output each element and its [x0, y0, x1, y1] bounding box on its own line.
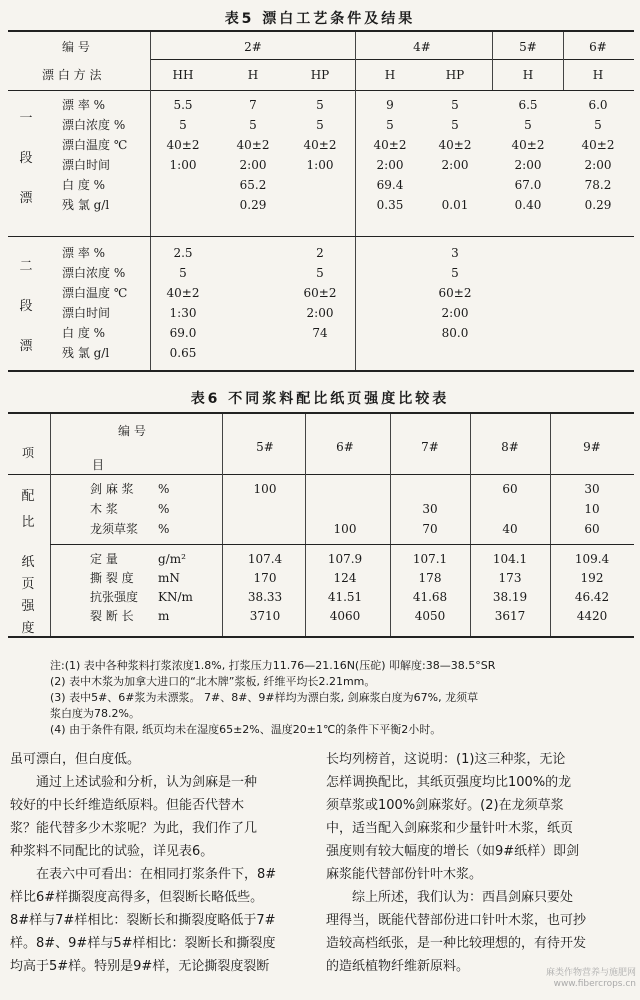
- paragraph-line: 强度则有较大幅度的增长（如9#纸样）即剑: [326, 844, 580, 859]
- table5-cell: 80.0: [441, 326, 469, 340]
- table6-row-label: 撕 裂 度: [90, 571, 134, 585]
- table6-column-divider: [550, 414, 551, 636]
- paragraph-line: 的造纸植物纤维新原料。: [326, 959, 470, 974]
- table5-cell: 5: [316, 118, 324, 132]
- table6-bottom-rule: [8, 636, 634, 638]
- table5-cell: 2:00: [584, 158, 612, 172]
- table5-cell: 40±2: [303, 138, 337, 152]
- table5-cell: 40±2: [511, 138, 545, 152]
- table6-row-unit: %: [158, 482, 170, 496]
- table5-cell: 78.2: [584, 178, 612, 192]
- body-column-right: [326, 748, 626, 978]
- table5-cell: 2:00: [376, 158, 404, 172]
- table5-cell: 74: [312, 326, 328, 340]
- table5-cell: 1:00: [169, 158, 197, 172]
- table6-row-unit: mN: [158, 571, 180, 585]
- table5-cell: 6.5: [518, 98, 538, 112]
- table5-method-label: 漂 白 方 法: [42, 68, 102, 82]
- table6-cell: 70: [422, 522, 438, 536]
- table5-cell: 2.5: [173, 246, 193, 260]
- table6-cell: 41.51: [327, 590, 363, 604]
- table5-cell: 69.4: [376, 178, 404, 192]
- table6-cell: 107.9: [327, 552, 363, 566]
- table5-method: HP: [310, 68, 330, 82]
- table6-column-divider: [50, 414, 51, 636]
- table5-row-label: 漂白时间: [62, 306, 111, 320]
- table5-cell: 0.40: [514, 198, 542, 212]
- table6-section-name: 页: [21, 577, 35, 592]
- table5-column-divider: [563, 32, 564, 90]
- table6-cell: 109.4: [574, 552, 610, 566]
- table6-cell: 3617: [494, 609, 526, 623]
- body-column-left: [10, 748, 310, 978]
- paragraph-line: 样。8#、9#样与5#样相比：裂断长和撕裂度: [10, 936, 276, 951]
- table5-cell: 5: [316, 98, 324, 112]
- table5-cell: 40±2: [581, 138, 615, 152]
- note-line: 浆白度为78.2%。: [50, 707, 140, 720]
- table5-cell: 5: [316, 266, 324, 280]
- table6-row-label: 裂 断 长: [90, 609, 134, 623]
- table6-title: 表6 不同浆料配比纸页强度比较表: [190, 391, 450, 407]
- table5-cell: 2:00: [306, 306, 334, 320]
- table6-row-unit: %: [158, 522, 170, 536]
- watermark: [546, 968, 636, 990]
- table5-section-rule: [8, 236, 634, 237]
- table5-column-divider: [150, 32, 151, 370]
- table6-sample-number: 6#: [336, 440, 354, 454]
- table5-cell: 67.0: [514, 178, 542, 192]
- table5-cell: 40±2: [166, 138, 200, 152]
- table5-header-label: 编 号: [62, 40, 90, 54]
- table5-section-name: 一: [19, 111, 33, 126]
- table5-section-name: 段: [19, 151, 33, 166]
- table6-section-name: 强: [21, 599, 35, 614]
- table5-group-number: 6#: [589, 40, 607, 54]
- notes: [50, 658, 630, 738]
- table6-cell: 170: [253, 571, 277, 585]
- table5-row-label: 白 度 %: [62, 178, 106, 192]
- paragraph-line: 虽可漂白，但白度低。: [10, 752, 141, 767]
- watermark-line: 麻类作物营养与施肥网: [545, 968, 636, 978]
- table5-cell: 0.29: [239, 198, 267, 212]
- table5-cell: 69.0: [169, 326, 197, 340]
- paragraph-line: 麻浆能代替部份针叶木浆。: [326, 867, 483, 882]
- table5-cell: 7: [249, 98, 257, 112]
- table5-cell: 60±2: [438, 286, 472, 300]
- table6-row-unit: g/m²: [158, 552, 186, 566]
- table5-cell: 1:30: [169, 306, 197, 320]
- table6-cell: 40: [502, 522, 518, 536]
- table5-section-name: 段: [19, 299, 33, 314]
- table5-title: 表5 漂白工艺条件及结果: [224, 11, 416, 27]
- table5-cell: 9: [386, 98, 394, 112]
- table5-cell: 5: [249, 118, 257, 132]
- table5-cell: 2:00: [441, 306, 469, 320]
- table5-method: H: [247, 68, 259, 82]
- table5-section-name: 二: [19, 259, 33, 274]
- table5-cell: 40±2: [166, 286, 200, 300]
- table5-column-divider: [492, 32, 493, 90]
- table5-cell: 1:00: [306, 158, 334, 172]
- paragraph-line: 通过上述试验和分析，认为剑麻是一种: [10, 775, 258, 790]
- table5-cell: 5: [179, 266, 187, 280]
- table5-cell: 0.35: [376, 198, 404, 212]
- table6-row-unit: %: [158, 502, 170, 516]
- table5-row-label: 漂白浓度 %: [62, 266, 126, 280]
- table6-row-label: 剑 麻 浆: [90, 482, 134, 496]
- table6-corner-label: 编 号: [118, 424, 146, 438]
- table5-cell: 0.01: [441, 198, 469, 212]
- table6-cell: 10: [584, 502, 600, 516]
- table6-cell: 30: [584, 482, 600, 496]
- table6-cell: 3710: [249, 609, 281, 623]
- table5-cell: 2:00: [239, 158, 267, 172]
- table5-method: HP: [445, 68, 465, 82]
- table5-row-label: 残 氯 g/l: [62, 346, 110, 360]
- note-line: (2) 表中木浆为加拿大进口的“北木牌”浆板, 纤维平均长2.21mm。: [50, 675, 376, 688]
- table6-header-rule: [8, 474, 634, 475]
- table5-method: H: [522, 68, 534, 82]
- table6-row-unit: m: [158, 609, 170, 623]
- table5-cell: 40±2: [236, 138, 270, 152]
- table6-row-label: 龙须草浆: [90, 522, 139, 536]
- table6-cell: 60: [502, 482, 518, 496]
- table6-cell: 46.42: [574, 590, 610, 604]
- table6-section-name: 配: [21, 489, 35, 504]
- paragraph-line: 在表六中可看出：在相同打浆条件下，8#: [10, 867, 277, 882]
- table5-row-label: 白 度 %: [62, 326, 106, 340]
- table6-cell: 38.33: [247, 590, 283, 604]
- table5-cell: 5: [386, 118, 394, 132]
- table5-row-label: 漂白浓度 %: [62, 118, 126, 132]
- table5-cell: 40±2: [438, 138, 472, 152]
- table6-cell: 178: [418, 571, 442, 585]
- table6-section-name: 比: [21, 515, 35, 530]
- table6-cell: 100: [253, 482, 277, 496]
- table6-row-unit: KN/m: [158, 590, 193, 604]
- table5-cell: 5: [594, 118, 602, 132]
- paragraph-line: 较好的中长纤维造纸原料。但能否代替木: [10, 798, 245, 813]
- paragraph-line: 中，适当配入剑麻浆和少量针叶木浆，纸页: [326, 821, 574, 836]
- paragraph-line: 均高于5#样。特别是9#样，无论撕裂度裂断: [10, 959, 270, 974]
- table6-row-label: 定 量: [90, 552, 118, 566]
- table5-row-label: 漂 率 %: [62, 98, 106, 112]
- table6-section-name: 度: [21, 621, 35, 636]
- table5-top-rule: [8, 30, 634, 32]
- table5-cell: 3: [451, 246, 459, 260]
- table6-corner-mu: 目: [92, 458, 105, 472]
- table5-group-number: 5#: [519, 40, 537, 54]
- table5-cell: 60±2: [303, 286, 337, 300]
- table5-row-label: 漂白温度 ℃: [62, 286, 128, 300]
- table5-cell: 0.65: [169, 346, 197, 360]
- table6-row-label: 抗张强度: [90, 590, 139, 604]
- paragraph-line: 样比6#样撕裂度高得多，但裂断长略低些。: [10, 890, 264, 905]
- table6-cell: 60: [584, 522, 600, 536]
- paragraph-line: 理得当，既能代替部份进口针叶木浆，也可抄: [326, 913, 587, 928]
- table5-method: HH: [172, 68, 194, 82]
- table6-cell: 124: [333, 571, 357, 585]
- table6-cell: 192: [580, 571, 604, 585]
- paragraph-line: 怎样调换配比，其纸页强度均比100%的龙: [326, 775, 572, 790]
- table5-cell: 40±2: [373, 138, 407, 152]
- table6-column-divider: [470, 414, 471, 636]
- paragraph-line: 须草浆或100%剑麻浆好。(2)在龙须草浆: [326, 798, 564, 813]
- table5-cell: 0.29: [584, 198, 612, 212]
- table5-header-bottom-rule: [8, 90, 634, 91]
- paragraph-line: 种浆料不同配比的试验，详见表6。: [10, 844, 214, 859]
- table5-cell: 5: [179, 118, 187, 132]
- table6-cell: 100: [333, 522, 357, 536]
- table6-cell: 4420: [576, 609, 608, 623]
- table5-cell: 5.5: [173, 98, 193, 112]
- table5-group-number: 4#: [413, 40, 431, 54]
- table6-cell: 30: [422, 502, 438, 516]
- table5-cell: 5: [451, 266, 459, 280]
- note-line: 注:(1) 表中各种浆料打浆浓度1.8%, 打浆压力11.76—21.16N(压砣) 叩解度:38—38.5°SR: [50, 659, 496, 672]
- table6-sample-number: 5#: [256, 440, 274, 454]
- table5-row-label: 漂白时间: [62, 158, 111, 172]
- table5-bottom-rule: [8, 370, 634, 372]
- table5-section-name: 漂: [19, 191, 33, 206]
- table6-cell: 107.1: [412, 552, 448, 566]
- table5-group-number: 2#: [244, 40, 262, 54]
- table6-cell: 4060: [329, 609, 361, 623]
- table5-cell: 65.2: [239, 178, 267, 192]
- table5-cell: 5: [451, 98, 459, 112]
- table5-cell: 5: [524, 118, 532, 132]
- table5-cell: 6.0: [588, 98, 608, 112]
- watermark-line: www.fibercrops.cn: [553, 979, 636, 989]
- table6-column-divider: [305, 414, 306, 636]
- table5-cell: 2:00: [514, 158, 542, 172]
- paragraph-line: 8#样与7#样相比：裂断长和撕裂度略低于7#: [10, 913, 276, 928]
- table5-row-label: 漂白温度 ℃: [62, 138, 128, 152]
- table5-column-divider: [355, 32, 356, 370]
- note-line: (3) 表中5#、6#浆为未漂浆。 7#、8#、9#样均为漂白浆, 剑麻浆白度为67%, 龙须草: [50, 691, 479, 704]
- table6-sample-number: 9#: [583, 440, 601, 454]
- table5-header-rule: [150, 59, 634, 60]
- table5-row-label: 漂 率 %: [62, 246, 106, 260]
- paragraph-line: 造较高档纸张，是一种比较理想的，有待开发: [326, 936, 587, 951]
- table6-cell: 4050: [414, 609, 446, 623]
- table6-cell: 107.4: [247, 552, 283, 566]
- table5-cell: 5: [451, 118, 459, 132]
- note-line: (4) 由于条件有限, 纸页均未在湿度65±2%、温度20±1℃的条件下平衡2小时。: [50, 723, 442, 736]
- table5-method: H: [384, 68, 396, 82]
- table6-cell: 104.1: [492, 552, 528, 566]
- table5-cell: 2: [316, 246, 324, 260]
- table6-cell: 173: [498, 571, 522, 585]
- table6-corner-item: 项: [22, 446, 35, 460]
- table5-section-name: 漂: [19, 339, 33, 354]
- paragraph-line: 综上所述，我们认为：西昌剑麻只要处: [326, 890, 574, 905]
- table6-column-divider: [222, 414, 223, 636]
- table5-row-label: 残 氯 g/l: [62, 198, 110, 212]
- table6-sample-number: 8#: [501, 440, 519, 454]
- table5-method: H: [592, 68, 604, 82]
- table6-sample-number: 7#: [421, 440, 439, 454]
- table6-row-label: 木 浆: [90, 502, 118, 516]
- table6-cell: 38.19: [492, 590, 528, 604]
- paragraph-line: 浆？能代替多少木浆呢？为此，我们作了几: [10, 821, 258, 836]
- table5-cell: 2:00: [441, 158, 469, 172]
- table6-section-name: 纸: [21, 555, 35, 570]
- table6-column-divider: [390, 414, 391, 636]
- paragraph-line: 长均列榜首，这说明：(1)这三种浆，无论: [326, 752, 566, 767]
- table6-top-rule: [8, 412, 634, 414]
- table6-cell: 41.68: [412, 590, 448, 604]
- table6-section-rule: [50, 544, 634, 545]
